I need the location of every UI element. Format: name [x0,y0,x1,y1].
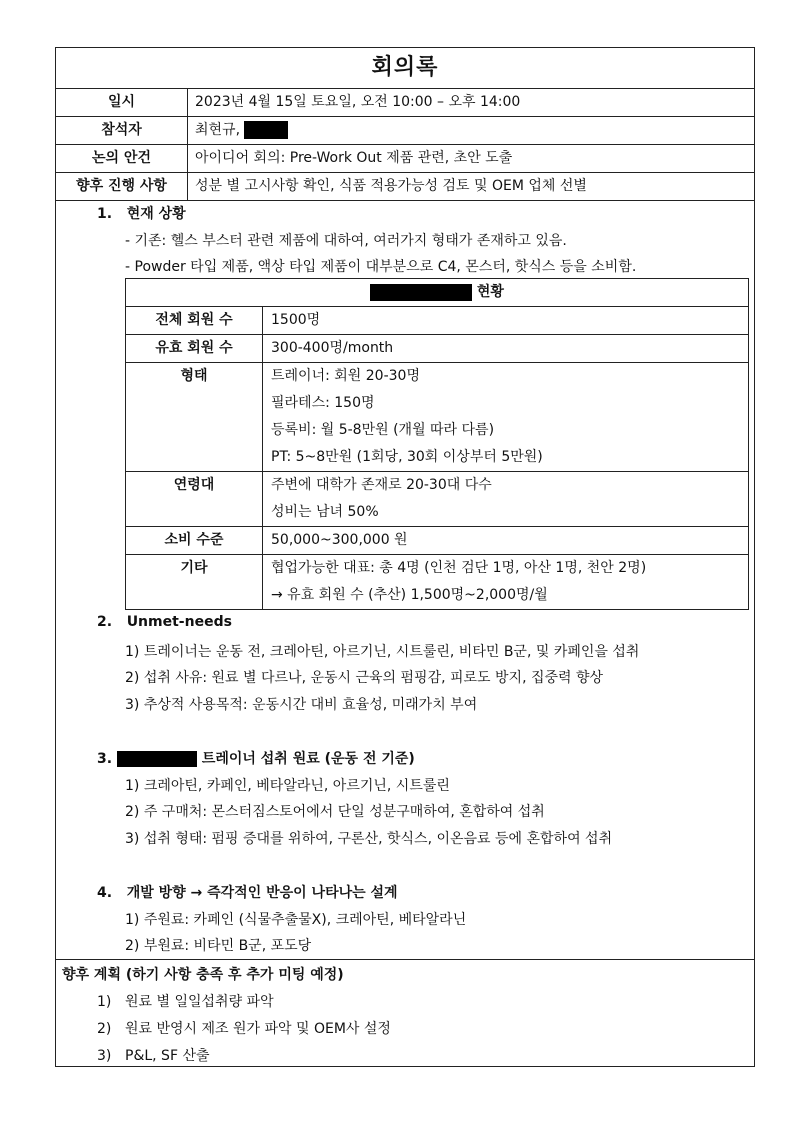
value-text: 주변에 대학가 존재로 20-30대 다수 [271,477,492,493]
section4-item-1: 1) 주원료: 카페인 (식물추출물X), 크레아틴, 베타알라닌 [125,912,467,928]
agenda-value: 아이디어 회의: Pre-Work Out 제품 관련, 초안 도출 [195,150,513,166]
date-value: 2023년 4월 15일 토요일, 오전 10:00 – 오후 14:00 [195,94,521,110]
table-value [263,307,749,335]
section3-number: 3. [97,751,113,767]
plan-heading: 향후 계획 (하기 사항 충족 후 추가 미팅 예정) [62,967,344,983]
table-value [263,335,749,363]
table-value [263,555,749,610]
table-row [126,527,749,555]
section3-heading [97,748,415,768]
followup-value: 성분 별 고시사항 확인, 식품 적용가능성 검토 및 OEM 업체 선별 [195,178,587,194]
table-row [126,555,749,610]
section1-heading [97,203,186,223]
section4-title: 개발 방향 → 즉각적인 반응이 나타나는 설계 [126,885,398,901]
followup-row [56,173,754,201]
date-row [56,89,754,117]
key-text: 형태 [180,368,208,384]
table-key [126,363,263,472]
document-title: 회의록 [56,48,754,89]
table-key [126,307,263,335]
section3-item-1: 1) 크레아틴, 카페인, 베타알라닌, 아르기닌, 시트룰린 [125,778,450,794]
key-text: 전체 회원 수 [155,312,233,328]
attendees-row [56,117,754,145]
table-row [126,307,749,335]
section2-item-2: 2) 섭취 사유: 원료 별 다르나, 운동시 근육의 펌핑감, 피로도 방지, 집중력 향상 [125,670,604,686]
table-key [126,555,263,610]
value-text: 300-400명/month [271,340,394,356]
plan-item-text: P&L, SF 산출 [125,1048,210,1064]
key-text: 소비 수준 [164,532,224,548]
table-value [263,363,749,472]
table-header-row [126,279,749,307]
plan-item-number: 3) [97,1048,112,1064]
section1-title: 현재 상황 [126,206,186,222]
section3-title: 트레이너 섭취 원료 (운동 전 기준) [201,751,415,767]
agenda-label: 논의 안건 [56,145,188,172]
followup-label: 향후 진행 사항 [56,173,188,200]
table-value [263,527,749,555]
section4-item-2: 2) 부원료: 비타민 B군, 포도당 [125,938,312,954]
plan-divider [55,959,755,960]
section2-item-1: 1) 트레이너는 운동 전, 크레아틴, 아르기닌, 시트룰린, 비타민 B군, 및 카페인을 섭취 [125,644,640,660]
table-key [126,527,263,555]
table-row [126,472,749,527]
table-header-suffix: 현황 [476,284,504,300]
value-text: → 유효 회원 수 (추산) 1,500명~2,000명/월 [271,587,548,603]
attendees-value: 최현규, [195,122,241,138]
plan-item [97,1018,391,1038]
value-text: 협업가능한 대표: 총 4명 (인천 검단 1명, 아산 1명, 천안 2명) [271,560,647,576]
key-text: 연령대 [173,477,215,493]
table-header [126,279,749,307]
plan-item-text: 원료 반영시 제조 원가 파악 및 OEM사 설정 [125,1021,391,1037]
attendees-label: 참석자 [56,117,188,144]
key-text: 기타 [180,560,208,576]
value-text: PT: 5~8만원 (1회당, 30회 이상부터 5만원) [271,449,543,465]
value-text: 성비는 남녀 50% [271,504,379,520]
section1-line-1: - 기존: 헬스 부스터 관련 제품에 대하여, 여러가지 형태가 존재하고 있음. [125,233,567,249]
value-text: 1500명 [271,312,321,328]
attendees-cell [188,117,754,144]
plan-item-text: 원료 별 일일섭취량 파악 [125,994,274,1010]
value-text: 등록비: 월 5-8만원 (개월 따라 다름) [271,422,495,438]
section2-item-3: 3) 추상적 사용목적: 운동시간 대비 효율성, 미래가치 부여 [125,697,478,713]
section3-item-2: 2) 주 구매처: 몬스터짐스토어에서 단일 성분구매하여, 혼합하여 섭취 [125,804,545,820]
plan-item-number: 1) [97,994,112,1010]
redaction-bar [370,284,472,301]
section2-title: Unmet-needs [126,614,232,630]
value-text: 트레이너: 회원 20-30명 [271,368,420,384]
section1-number: 1. [97,206,113,222]
section2-heading [97,614,232,630]
redaction-bar [244,121,288,139]
agenda-row [56,145,754,173]
plan-item [97,1045,210,1065]
table-value [263,472,749,527]
table-key [126,335,263,363]
section2-number: 2. [97,614,113,630]
plan-item-number: 2) [97,1021,112,1037]
value-text: 50,000~300,000 원 [271,532,408,548]
section3-item-3: 3) 섭취 형태: 펌핑 증대를 위하여, 구론산, 핫식스, 이온음료 등에 혼합하여 섭취 [125,831,613,847]
date-label: 일시 [56,89,188,116]
section4-number: 4. [97,885,113,901]
member-status-table [125,278,749,610]
key-text: 유효 회원 수 [155,340,233,356]
table-row [126,335,749,363]
table-key [126,472,263,527]
value-text: 필라테스: 150명 [271,395,375,411]
section1-line-2: - Powder 타입 제품, 액상 타입 제품이 대부분으로 C4, 몬스터, 핫식스 등을 소비함. [125,259,637,275]
table-row [126,363,749,472]
section4-heading [97,882,398,902]
plan-item [97,991,274,1011]
redaction-bar [117,751,197,767]
